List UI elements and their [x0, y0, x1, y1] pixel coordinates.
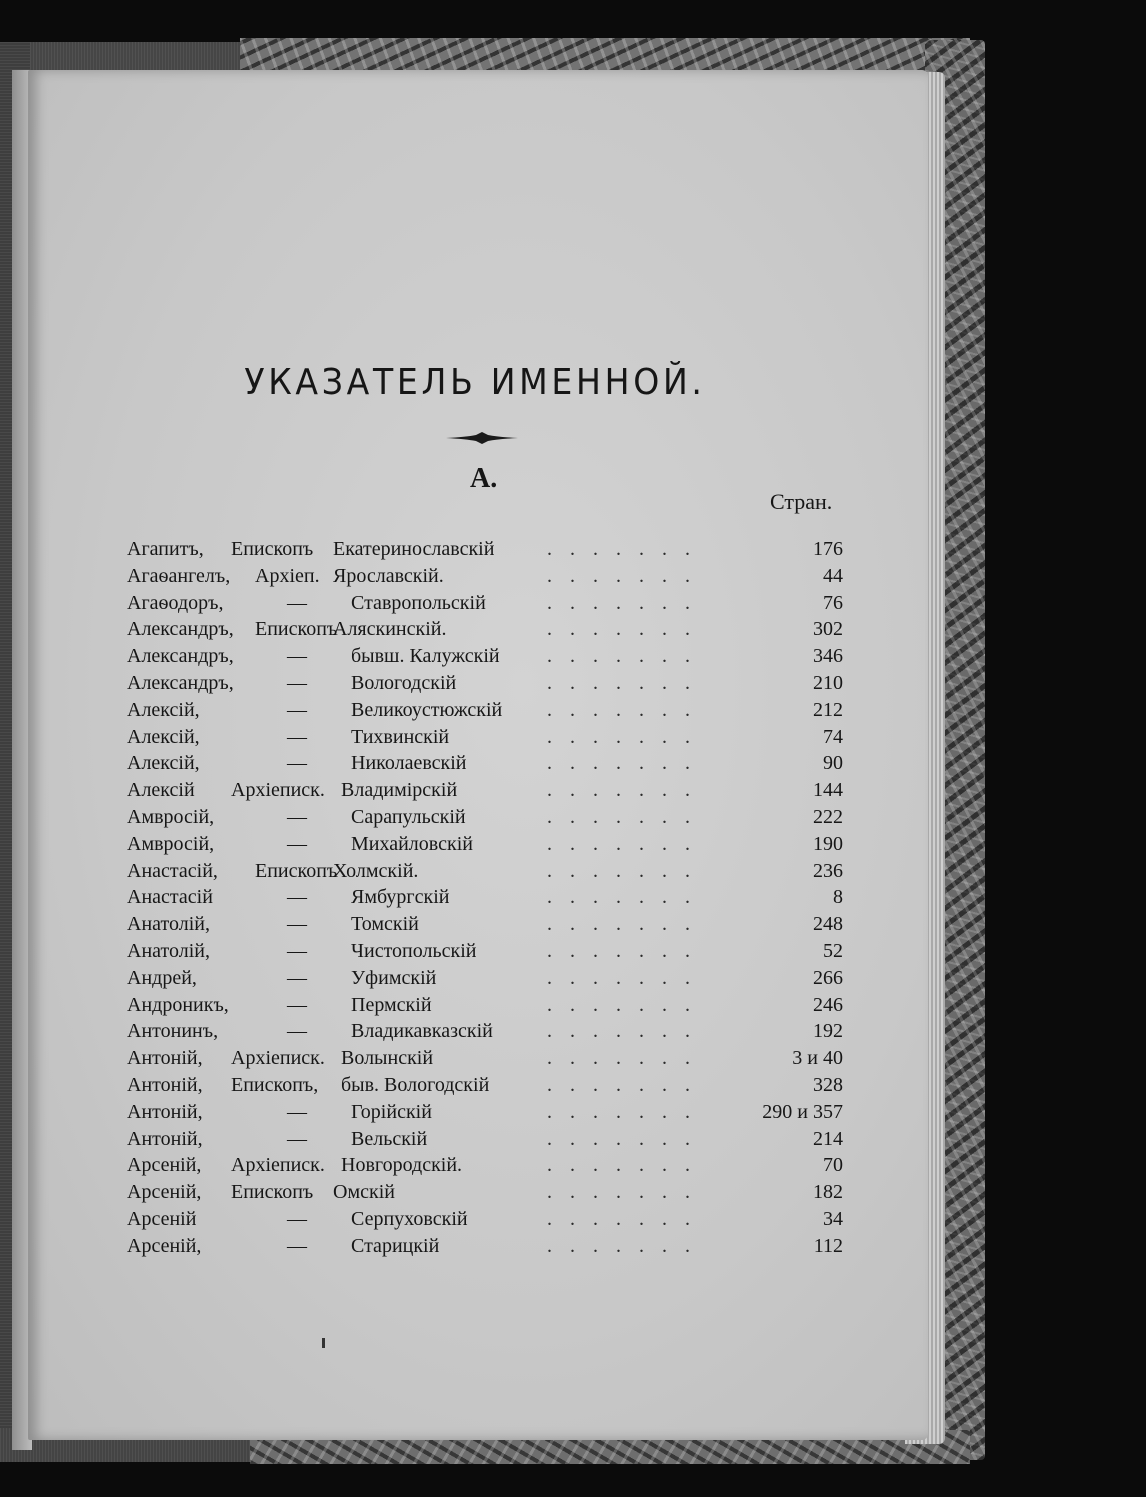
leader-dots: .......	[547, 752, 708, 775]
index-entry	[127, 858, 847, 885]
entry-page: 144	[813, 779, 843, 802]
entry-diocese: Омскій	[333, 1181, 395, 1204]
entry-name: Алексій,	[127, 698, 200, 721]
title-ornament	[446, 431, 518, 445]
entry-diocese: Вологодскій	[351, 671, 457, 694]
entry-diocese: Николаевскій	[351, 752, 467, 775]
entry-page: 176	[813, 538, 843, 560]
index-entry	[127, 1206, 847, 1233]
entry-page: 182	[813, 1181, 843, 1204]
entry-diocese: Серпуховскій	[351, 1207, 468, 1230]
entry-rank: Епископъ	[255, 859, 338, 882]
leader-dots: .......	[547, 859, 708, 882]
leader-dots: .......	[547, 805, 708, 828]
entry-page: 112	[813, 1234, 843, 1257]
leader-dots: .......	[547, 1127, 708, 1150]
entry-diocese: Ямбургскій	[351, 886, 450, 909]
leader-dots: .......	[547, 913, 708, 936]
index-entry	[127, 831, 847, 858]
leader-dots: .......	[547, 538, 708, 560]
entry-page: 290 и 357	[762, 1100, 843, 1123]
leader-dots: .......	[547, 1047, 708, 1070]
entry-page: 70	[823, 1154, 843, 1177]
entry-name: Амвросій,	[127, 832, 215, 855]
index-entry	[127, 1018, 847, 1045]
entry-name: Алексій	[127, 779, 195, 802]
leader-dots: .......	[547, 886, 708, 909]
leader-dots: .......	[547, 939, 708, 962]
entry-rank: Епископъ,	[231, 1073, 319, 1096]
section-letter: А.	[470, 463, 498, 494]
entry-diocese: Чистопольскій	[351, 939, 477, 962]
entry-page: 192	[813, 1020, 843, 1043]
entry-page: 190	[813, 832, 843, 855]
entry-rank: —	[287, 1234, 307, 1257]
entry-page: 346	[813, 645, 843, 668]
entry-rank: —	[287, 698, 307, 721]
leader-dots: .......	[547, 832, 708, 855]
entry-page: 8	[833, 886, 843, 909]
entry-diocese: Уфимскій	[351, 966, 437, 989]
entry-rank: —	[287, 939, 307, 962]
entry-rank: Епископъ	[231, 1181, 314, 1204]
entry-name: Анастасій	[127, 886, 213, 909]
leader-dots: .......	[547, 1100, 708, 1123]
leader-dots: .......	[547, 671, 708, 694]
entry-name: Алексій,	[127, 725, 200, 748]
entry-name: Антонинъ,	[127, 1020, 219, 1043]
index-entry	[127, 938, 847, 965]
entry-name: Андрей,	[127, 966, 197, 989]
entry-name: Агаѳангелъ,	[127, 564, 231, 587]
index-entry	[127, 777, 847, 804]
entry-rank: —	[287, 913, 307, 936]
entry-page: 222	[813, 805, 843, 828]
index-entry	[127, 965, 847, 992]
entry-rank: —	[287, 1127, 307, 1150]
index-entry	[127, 1233, 847, 1260]
entry-page: 3 и 40	[792, 1047, 843, 1070]
entry-diocese: Новгородскій.	[341, 1154, 463, 1177]
ink-speck	[322, 1338, 325, 1348]
entry-diocese: Волынскій	[341, 1047, 434, 1070]
entry-name: Александръ,	[127, 618, 234, 641]
index-entry	[127, 590, 847, 617]
index-entry	[127, 804, 847, 831]
leader-dots: .......	[547, 1181, 708, 1204]
entry-diocese: Холмскій.	[333, 859, 419, 882]
index-entry	[127, 536, 847, 563]
entry-name: Александръ,	[127, 671, 234, 694]
entry-rank: —	[287, 805, 307, 828]
leader-dots: .......	[547, 1154, 708, 1177]
leader-dots: .......	[547, 591, 708, 614]
cloth-cover-top	[0, 42, 260, 72]
entry-rank: —	[287, 993, 307, 1016]
entry-rank: Архіеп.	[255, 564, 320, 587]
entry-rank: —	[287, 645, 307, 668]
leader-dots: .......	[547, 1073, 708, 1096]
leader-dots: .......	[547, 966, 708, 989]
entry-name: Андроникъ,	[127, 993, 229, 1016]
entry-rank: —	[287, 752, 307, 775]
index-entry	[127, 670, 847, 697]
entry-rank: Архіеписк.	[231, 779, 325, 802]
entry-page: 236	[813, 859, 843, 882]
entry-page: 214	[813, 1127, 843, 1150]
index-entry	[127, 992, 847, 1019]
index-entry	[127, 563, 847, 590]
entry-diocese: Михайловскій	[351, 832, 473, 855]
entry-rank: —	[287, 671, 307, 694]
index-entry	[127, 884, 847, 911]
entry-page: 74	[823, 725, 843, 748]
entry-rank: —	[287, 1020, 307, 1043]
index-entry	[127, 1045, 847, 1072]
entry-rank: Епископъ	[255, 618, 338, 641]
entry-page: 302	[813, 618, 843, 641]
entry-diocese: Томскій	[351, 913, 419, 936]
entry-name: Алексій,	[127, 752, 200, 775]
index-entries	[127, 536, 847, 1260]
entry-page: 34	[823, 1207, 843, 1230]
leader-dots: .......	[547, 564, 708, 587]
entry-page: 52	[823, 939, 843, 962]
entry-rank: —	[287, 966, 307, 989]
entry-name: Антоній,	[127, 1127, 203, 1150]
entry-name: Анатолій,	[127, 939, 210, 962]
entry-page: 76	[823, 591, 843, 614]
leader-dots: .......	[547, 1234, 708, 1257]
entry-page: 212	[813, 698, 843, 721]
entry-page: 328	[813, 1073, 843, 1096]
entry-name: Агаѳодоръ,	[127, 591, 224, 614]
entry-name: Арсеній,	[127, 1154, 202, 1177]
entry-name: Анастасій,	[127, 859, 218, 882]
entry-name: Арсеній	[127, 1207, 197, 1230]
index-entry	[127, 697, 847, 724]
entry-diocese: быв. Вологодскій	[341, 1073, 490, 1096]
index-entry	[127, 1099, 847, 1126]
index-entry	[127, 616, 847, 643]
index-entry	[127, 750, 847, 777]
entry-name: Агапитъ,	[127, 538, 204, 560]
leader-dots: .......	[547, 645, 708, 668]
entry-diocese: Ставропольскій	[351, 591, 486, 614]
entry-name: Амвросій,	[127, 805, 215, 828]
entry-page: 248	[813, 913, 843, 936]
entry-rank: —	[287, 1100, 307, 1123]
pages-column-header: Стран.	[770, 489, 833, 514]
index-entry	[127, 643, 847, 670]
entry-page: 44	[823, 564, 843, 587]
entry-diocese: Великоустюжскій	[351, 698, 503, 721]
entry-diocese: Пермскій	[351, 993, 432, 1016]
entry-name: Арсеній,	[127, 1181, 202, 1204]
index-entry	[127, 724, 847, 751]
entry-diocese: Владимірскій	[341, 779, 458, 802]
entry-name: Антоній,	[127, 1047, 203, 1070]
entry-rank: —	[287, 725, 307, 748]
entry-name: Александръ,	[127, 645, 234, 668]
index-entry	[127, 911, 847, 938]
index-entry	[127, 1152, 847, 1179]
entry-diocese: Горійскій	[351, 1100, 432, 1123]
entry-diocese: Старицкій	[351, 1234, 440, 1257]
entry-rank: Архіеписк.	[231, 1154, 325, 1177]
entry-diocese: Владикавказскій	[351, 1020, 493, 1043]
index-entry	[127, 1072, 847, 1099]
leader-dots: .......	[547, 1207, 708, 1230]
leader-dots: .......	[547, 993, 708, 1016]
leader-dots: .......	[547, 1020, 708, 1043]
entry-rank: —	[287, 832, 307, 855]
index-entry	[127, 1126, 847, 1153]
entry-name: Анатолій,	[127, 913, 210, 936]
index-entry	[127, 1179, 847, 1206]
leader-dots: .......	[547, 779, 708, 802]
entry-name: Арсеній,	[127, 1234, 202, 1257]
entry-diocese: Вельскій	[351, 1127, 428, 1150]
leader-dots: .......	[547, 618, 708, 641]
entry-page: 266	[813, 966, 843, 989]
entry-rank: Епископъ	[231, 538, 314, 560]
entry-name: Антоній,	[127, 1100, 203, 1123]
entry-diocese: Аляскинскій.	[333, 618, 447, 641]
entry-rank: —	[287, 591, 307, 614]
entry-diocese: Тихвинскій	[351, 725, 450, 748]
index-title: УКАЗАТЕЛЬ ИМЕННОЙ.	[244, 362, 706, 403]
leader-dots: .......	[547, 698, 708, 721]
leader-dots: .......	[547, 725, 708, 748]
entry-diocese: Сарапульскій	[351, 805, 466, 828]
entry-name: Антоній,	[127, 1073, 203, 1096]
entry-diocese: бывш. Калужскій	[351, 645, 500, 668]
entry-page: 210	[813, 671, 843, 694]
entry-diocese: Екатеринославскій	[333, 538, 495, 560]
entry-rank: —	[287, 1207, 307, 1230]
entry-rank: —	[287, 886, 307, 909]
entry-rank: Архіеписк.	[231, 1047, 325, 1070]
entry-diocese: Ярославскій.	[333, 564, 444, 587]
entry-page: 246	[813, 993, 843, 1016]
entry-page: 90	[823, 752, 843, 775]
